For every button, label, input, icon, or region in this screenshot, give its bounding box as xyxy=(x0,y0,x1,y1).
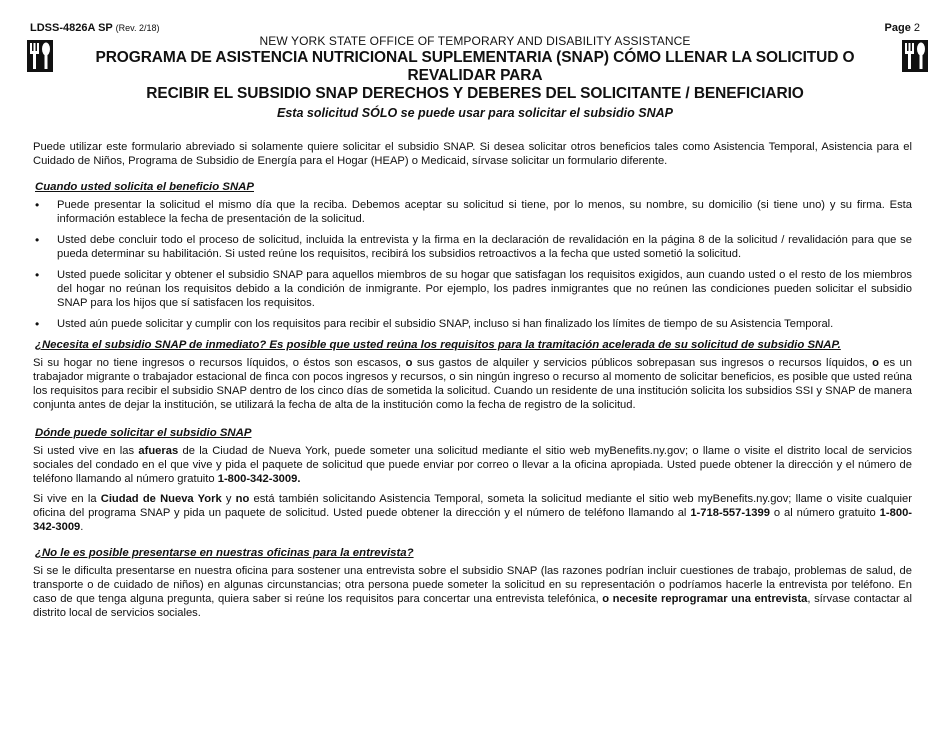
section-heading-interview: ¿No le es posible presentarse en nuestras oficinas para la entrevista? xyxy=(35,547,414,559)
outside-nyc-paragraph: Si usted vive en las afueras de la Ciudad de Nueva York, puede someter una solicitud mediante el sitio web myBenefits.ny.gov; o llame o visite el distrito local de servicios sociales del condado en el que vive y pida el paquete de solicitud que puede enviar por correo o llevar a la oficina apropiada. Usted puede obtener la dirección y el número de teléfono llamando al número gratuito 1-800-342-3009. xyxy=(33,445,912,485)
list-item: • Puede presentar la solicitud el mismo día que la reciba. Debemos aceptar su solicitud si tiene, por lo menos, su nombre, su domicilio (si tiene uno) y su firma. Esta información establece la fecha de presentación de la solicitud. xyxy=(35,198,912,225)
document-title xyxy=(60,49,890,103)
document-subtitle: Esta solicitud SÓLO se puede usar para solicitar el subsidio SNAP xyxy=(277,106,673,120)
agency-name: NEW YORK STATE OFFICE OF TEMPORARY AND DISABILITY ASSISTANCE xyxy=(259,34,691,48)
page-number-value: 2 xyxy=(913,22,920,34)
list-item: • Usted debe concluir todo el proceso de solicitud, incluida la entrevista y la firma en la declaración de revalidación en la página 8 de la solicitud / revalidación para que se pueda determinar su habilitación. Si usted reúne los requisitos, recibirá los subsidios retroactivos a la fecha que usted sometió la solicitud. xyxy=(35,233,912,260)
bullet-icon: • xyxy=(35,317,40,331)
interview-paragraph: Si se le dificulta presentarse en nuestra oficina para sostener una entrevista sobre el subsidio SNAP (las razones podrían incluir cuestiones de trabajo, problemas de salud, de transporte o de cuidado de niños) en algunas circunstancias; otra persona puede someter la solicitud en su representación o podríamos hacerle la entrevista por teléfono. En caso de que tenga alguna pregunta, quiera saber si reúne los requisitos para concertar una entrevista telefónica, o necesite reprogramar una entrevista, sírvase contactar al distrito local de servicios sociales. xyxy=(33,565,912,619)
list-item: • Usted puede solicitar y obtener el subsidio SNAP para aquellos miembros de su hogar que satisfagan los requisitos exigidos, aun cuando usted o el resto de los miembros del hogar no reúnan los requisitos debido a la condición de inmigrante. Por ejemplo, los padres inmigrantes que no reúnen las condiciones pueden solicitar el subsidio SNAP para los hijos que sí satisfacen los requisitos. xyxy=(35,268,912,309)
form-number: LDSS-4826A SP xyxy=(30,22,113,34)
bullet-icon: • xyxy=(35,268,40,282)
section-heading-expedited: ¿Necesita el subsidio SNAP de inmediato? Es posible que usted reúna los requisitos para la tramitación acelerada de su solicitud de subsidio SNAP. xyxy=(35,339,841,351)
utensils-icon xyxy=(902,40,928,72)
form-revision: (Rev. 2/18) xyxy=(115,23,160,33)
form-id xyxy=(30,22,159,34)
page-number xyxy=(885,22,920,34)
document-body xyxy=(33,140,912,626)
bullet-icon: • xyxy=(35,198,40,212)
list-item: • Usted aún puede solicitar y cumplir con los requisitos para recibir el subsidio SNAP, incluso si han finalizado los límites de tiempo de su Asistencia Temporal. xyxy=(35,317,834,331)
intro-paragraph: Puede utilizar este formulario abreviado si solamente quiere solicitar el subsidio SNAP. Si desea solicitar otros beneficios tales como Asistencia Temporal, Asistencia para el Cuidado de Niños, Programa de Subsidio de Energía para el Hogar (HEAP) o Medicaid, sírvase solicitar un formulario diferente. xyxy=(33,141,912,167)
title-line-2: RECIBIR EL SUBSIDIO SNAP DERECHOS Y DEBERES DEL SOLICITANTE / BENEFICIARIO xyxy=(146,85,804,102)
expedited-paragraph: Si su hogar no tiene ingresos o recursos líquidos, o éstos son escasos, o sus gastos de alquiler y servicios públicos sobrepasan sus ingresos o recursos líquidos, o es un trabajador migrante o trabajador estacional de finca con pocos ingresos y recursos, o sin ningún ingreso o recurso al momento de solicitar beneficios, es posible que usted reúna los requisitos para recibir el subsidio SNAP dentro de los cinco días de sometida la solicitud. Cuando un residente de una institución solicita los subsidios SSI y SNAP de manera conjunta antes de dejar la institución, se utilizará la fecha de alta de la institución como la fecha de registro de la solicitud. xyxy=(33,357,912,411)
title-line-1: PROGRAMA DE ASISTENCIA NUTRICIONAL SUPLEMENTARIA (SNAP) CÓMO LLENAR LA SOLICITUD O REVALIDAR PARA xyxy=(95,49,855,84)
page-label: Page xyxy=(884,22,911,34)
applying-bullet-list xyxy=(33,198,912,331)
nyc-paragraph: Si vive en la Ciudad de Nueva York y no está también solicitando Asistencia Temporal, someta la solicitud mediante el sitio web myBenefits.ny.gov; llame o visite cualquier oficina del programa SNAP y pida un paquete de solicitud. Usted puede obtener la dirección y el número de teléfono llamando al 1-718-557-1399 o al número gratuito 1-800-342-3009. xyxy=(33,493,913,533)
document-header xyxy=(60,34,890,120)
utensils-icon xyxy=(27,40,53,72)
section-heading-applying: Cuando usted solicita el beneficio SNAP xyxy=(35,181,254,193)
section-heading-where-to-apply: Dónde puede solicitar el subsidio SNAP xyxy=(35,427,252,439)
bullet-icon: • xyxy=(35,233,40,247)
